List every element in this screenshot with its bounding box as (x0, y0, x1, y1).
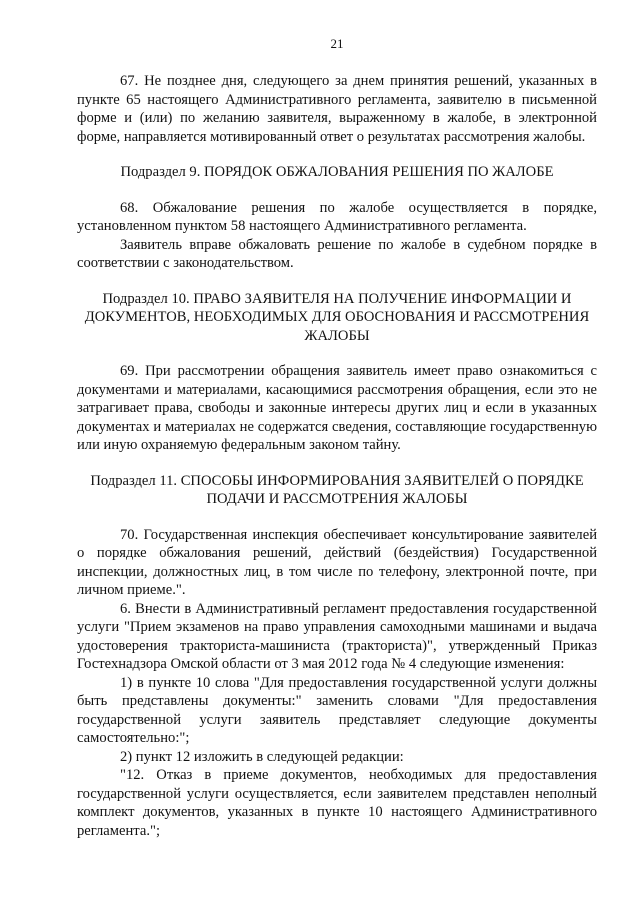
heading-subsection-9: Подраздел 9. ПОРЯДОК ОБЖАЛОВАНИЯ РЕШЕНИЯ ПО ЖАЛОБЕ (120, 164, 554, 180)
paragraph-68-appeal: Заявитель вправе обжаловать решение по жалобе в судебном порядке в соответствии с законодательством. (77, 236, 597, 271)
paragraph-68: 68. Обжалование решения по жалобе осуществляется в порядке, установленном пунктом 58 настоящего Административного регламента. (77, 199, 597, 234)
page-number: 21 (330, 36, 344, 51)
paragraph-12-new: "12. Отказ в приеме документов, необходимых для предоставления государственной услуги осуществляется, если заявителем представлен неполный комплект документов, указанных в пункте 10 настоящего Административного регламента."; (77, 767, 597, 839)
paragraph-67: 67. Не позднее дня, следующего за днем принятия решений, указанных в пункте 65 настоящего Административного регламента, заявителю в письменной форме и (или) по желанию заявителя, выраженному в жалобе, в электронной форме, направляется мотивированный ответ о результатах рассмотрения жалобы. (77, 73, 597, 145)
paragraph-69: 69. При рассмотрении обращения заявитель имеет право ознакомиться с документами и материалами, касающимися рассмотрения обращения, если это не затрагивает права, свободы и законные интересы других лиц и если в указанных документах и материалах не содержатся сведения, составляющие государственную или иную охраняемую федеральным законом тайну. (77, 363, 597, 453)
paragraph-change-1: 1) в пункте 10 слова "Для предоставления государственной услуги должны быть представлены документы:" заменить словами "Для предоставления государственной услуги заявитель представляет следующие документы самостоятельно:"; (77, 674, 597, 746)
paragraph-70: 70. Государственная инспекция обеспечивает консультирование заявителей о порядке обжалования решений, действий (бездействия) Государственной инспекции, должностных лиц, в том числе по телефону, электронной почте, при личном приеме.". (77, 526, 597, 598)
paragraph-change-2: 2) пункт 12 изложить в следующей редакции: (120, 748, 404, 765)
heading-subsection-11: Подраздел 11. СПОСОБЫ ИНФОРМИРОВАНИЯ ЗАЯВИТЕЛЕЙ О ПОРЯДКЕ ПОДАЧИ И РАССМОТРЕНИЯ ЖАЛОБЫ (90, 472, 584, 507)
paragraph-item-6: 6. Внести в Административный регламент предоставления государственной услуги "Прием экзаменов на право управления самоходными машинами и выдача удостоверения тракториста-машиниста (тракториста)", утвержденный Приказ Гостехнадзора Омской области от 3 мая 2012 года № 4 следующие изменения: (77, 600, 597, 672)
document-body (77, 72, 597, 840)
heading-subsection-10: Подраздел 10. ПРАВО ЗАЯВИТЕЛЯ НА ПОЛУЧЕНИЕ ИНФОРМАЦИИ И ДОКУМЕНТОВ, НЕОБХОДИМЫХ ДЛЯ ОБОСНОВАНИЯ И РАССМОТРЕНИЯ ЖАЛОБЫ (84, 290, 590, 344)
